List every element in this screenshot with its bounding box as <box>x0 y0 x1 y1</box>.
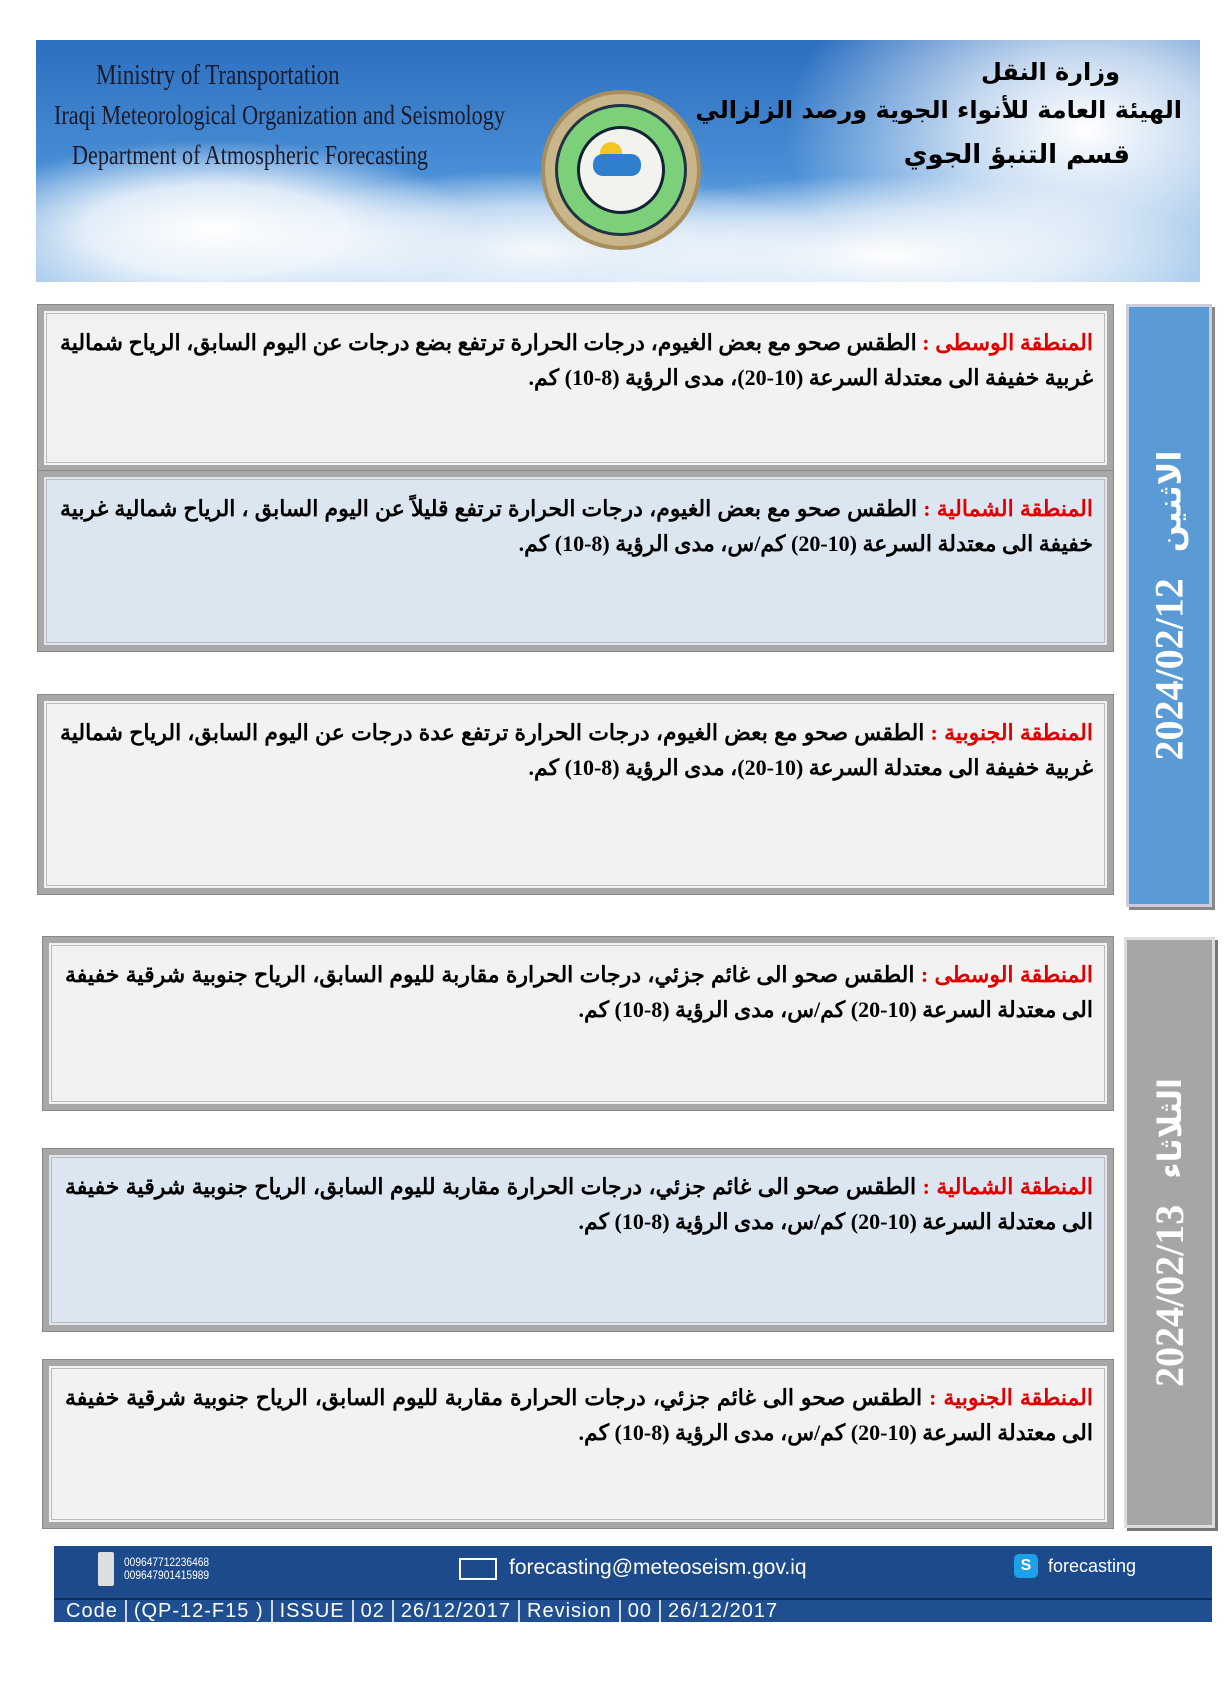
day-1-date: 2024/02/12 <box>1146 578 1192 761</box>
issue-date: 26/12/2017 <box>394 1600 520 1622</box>
issue-label: ISSUE <box>273 1600 354 1622</box>
issue-value: 02 <box>354 1600 394 1622</box>
phone-1: 009647712236468 <box>124 1555 210 1569</box>
document-footer <box>54 1546 1212 1622</box>
organization-name-en: Iraqi Meteorological Organization and Seismology <box>54 100 505 130</box>
phone-icon <box>98 1552 114 1586</box>
region-label: المنطقة الجنوبية : <box>930 720 1094 745</box>
region-label: المنطقة الوسطى : <box>922 330 1093 355</box>
region-forecast: الطقس صحو الى غائم جزئي، درجات الحرارة مقاربة لليوم السابق، الرياح جنوبية شرقية خفيفة الى معتدلة السرعة (10-20) كم/س، مدى الرؤية (8-10) كم. <box>65 1174 1093 1234</box>
region-forecast: الطقس صحو الى غائم جزئي، درجات الحرارة مقاربة لليوم السابق، الرياح جنوبية شرقية خفيفة الى معتدلة السرعة (10-20) كم/س، مدى الرؤية (8-10) كم. <box>65 1385 1093 1445</box>
forecast-day2-south <box>43 1360 1113 1528</box>
email-link[interactable]: forecasting@meteoseism.gov.iq <box>509 1556 807 1579</box>
forecast-day2-north <box>43 1149 1113 1331</box>
region-label: المنطقة الشمالية : <box>922 1174 1093 1199</box>
department-name-en: Department of Atmospheric Forecasting <box>72 140 428 170</box>
revision-date: 26/12/2017 <box>667 1600 779 1622</box>
day-2-label <box>1124 937 1215 1528</box>
region-label: المنطقة الوسطى : <box>920 962 1094 987</box>
organization-logo <box>541 90 701 250</box>
code-value: (QP-12-F15 ) <box>127 1600 273 1622</box>
forecast-day1-central <box>38 305 1113 471</box>
region-forecast: الطقس صحو مع بعض الغيوم، درجات الحرارة ترتفع بضع درجات عن اليوم السابق، الرياح شمالية غربية خفيفة الى معتدلة السرعة (10-20)، مدى الرؤية (8-10) كم. <box>60 330 1093 390</box>
day-1-label <box>1126 304 1212 907</box>
region-forecast: الطقس صحو مع بعض الغيوم، درجات الحرارة ترتفع عدة درجات عن اليوم السابق، الرياح شمالية غربية خفيفة الى معتدلة السرعة (10-20)، مدى الرؤية (8-10) كم. <box>60 720 1093 780</box>
skype-icon: S <box>1014 1554 1038 1578</box>
letterhead-banner <box>36 40 1200 282</box>
day-1-name: الاثنين <box>1150 450 1188 553</box>
region-forecast: الطقس صحو مع بعض الغيوم، درجات الحرارة ترتفع قليلاً عن اليوم السابق ، الرياح شمالية غربية خفيفة الى معتدلة السرعة (10-20) كم/س، مدى الرؤية (8-10) كم. <box>60 496 1093 556</box>
revision-value: 00 <box>621 1600 661 1622</box>
ministry-name-en: Ministry of Transportation <box>96 60 340 91</box>
organization-name-ar: الهيئة العامة للأنواء الجوية ورصد الزلزالي <box>695 96 1182 124</box>
skype-handle: forecasting <box>1048 1556 1137 1576</box>
department-name-ar: قسم التنبؤ الجوي <box>903 140 1130 170</box>
code-label: Code <box>54 1600 127 1622</box>
region-label: المنطقة الجنوبية : <box>929 1385 1093 1410</box>
region-forecast: الطقس صحو الى غائم جزئي، درجات الحرارة مقاربة لليوم السابق، الرياح جنوبية شرقية خفيفة الى معتدلة السرعة (10-20) كم/س، مدى الرؤية (8-10) كم. <box>65 962 1093 1022</box>
revision-label: Revision <box>520 1600 621 1622</box>
forecast-day1-south <box>38 695 1113 894</box>
document-control-row <box>54 1598 1212 1622</box>
forecast-day2-central <box>43 937 1113 1110</box>
forecast-day1-north <box>38 471 1113 651</box>
email-icon <box>459 1558 497 1580</box>
day-2-name: الثلاثاء <box>1150 1078 1189 1179</box>
day-2-date: 2024/02/13 <box>1147 1204 1192 1387</box>
ministry-name-ar: وزارة النقل <box>980 58 1120 86</box>
region-label: المنطقة الشمالية : <box>923 496 1093 521</box>
phone-2: 009647901415989 <box>124 1568 210 1582</box>
